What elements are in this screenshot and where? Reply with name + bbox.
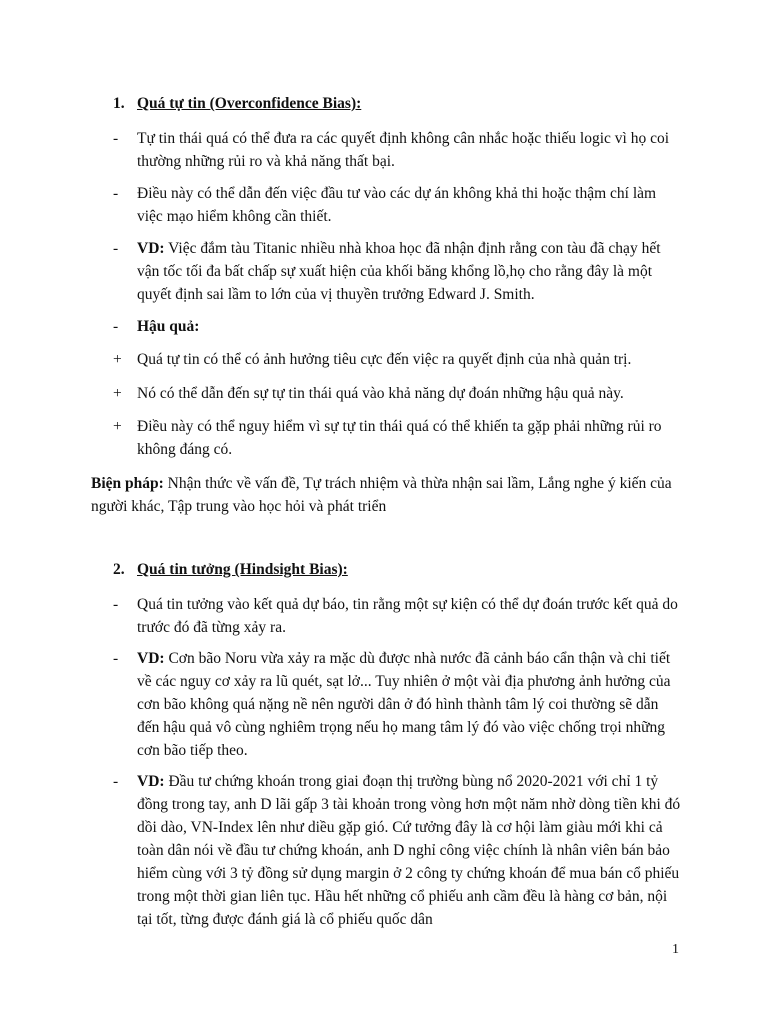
section-1-bullet-1 [113,127,683,173]
example-label: VD: [137,650,165,667]
page-number: 1 [672,942,679,957]
consequence-item-3 [113,415,683,461]
plus-marker: + [113,418,122,435]
bullet-text: Điều này có thể dẫn đến việc đầu tư vào các dự án không khả thi hoặc thậm chí làm việc mạo hiểm không cần thiết. [137,185,657,225]
example-text: Việc đắm tàu Titanic nhiều nhà khoa học đã nhận định rằng con tàu đã chạy hết vận tốc tối đa bất chấp sự xuất hiện của khối băng khổng lồ,họ cho rằng đây là một quyết định sai lầm to lớn của vị thuyền trưởng Edward J. Smith. [137,240,661,303]
bullet-marker: - [113,650,119,667]
section-2-number: 2. [113,561,125,578]
example-label: VD: [137,240,165,257]
section-2-heading [113,561,348,579]
consequence-item-2 [113,382,683,405]
section-1-heading [113,95,361,113]
consequences-label: Hậu quả: [137,318,200,335]
section-2-bullet-3 [113,770,683,931]
bullet-text [137,770,683,931]
section-1-number: 1. [113,95,125,112]
bullet-text [137,237,683,306]
bullet-marker: - [113,596,119,613]
section-1-bullet-3 [113,237,683,306]
consequence-text: Điều này có thể nguy hiểm vì sự tự tin thái quá có thể khiến ta gặp phải những rủi ro không đáng có. [137,418,662,458]
bullet-marker: - [113,318,119,335]
bullet-text: Quá tin tưởng vào kết quả dự báo, tin rằng một sự kiện có thể dự đoán trước kết quả do trước đó đã từng xảy ra. [137,596,678,636]
section-2-bullet-2 [113,647,683,762]
plus-marker: + [113,385,122,402]
bullet-text: Tự tin thái quá có thể đưa ra các quyết định không cân nhắc hoặc thiếu logic vì họ coi thường những rủi ro và khả năng thất bại. [137,130,670,170]
section-1-consequences-heading [113,315,683,338]
bullet-marker: - [113,773,119,790]
measures-paragraph [91,472,685,518]
consequence-item-1 [113,348,683,371]
consequence-text: Nó có thể dẫn đến sự tự tin thái quá vào khả năng dự đoán những hậu quả này. [137,385,624,402]
measures-text: Nhận thức về vấn đề, Tự trách nhiệm và thừa nhận sai lầm, Lắng nghe ý kiến của người khác, Tập trung vào học hỏi và phát triển [91,475,672,515]
section-2-bullet-1 [113,593,683,639]
plus-marker: + [113,351,122,368]
section-2-title: Quá tin tưởng (Hindsight Bias): [137,561,348,578]
example-label: VD: [137,773,165,790]
bullet-marker: - [113,240,119,257]
bullet-marker: - [113,130,119,147]
example-text: Đầu tư chứng khoán trong giai đoạn thị trường bùng nổ 2020-2021 với chỉ 1 tỷ đồng trong tay, anh D lãi gấp 3 tài khoản trong vòng hơn một năm nhờ dòng tiền khi đó dồi dào, VN-Index lên như diều gặp gió. Cứ tưởng đây là cơ hội làm giàu mới khi cả toàn dân nói về đầu tư chứng khoán, anh D nghỉ công việc chính là nhân viên bán bảo hiểm cùng với 3 tỷ đồng sử dụng margin ở 2 công ty chứng khoán để mua bán cổ phiếu trong một thời gian liên tục. Hầu hết những cổ phiếu anh cầm đều là hàng cơ bản, nội tại tốt, từng được đánh giá là cổ phiếu quốc dân [137,773,681,928]
section-1-bullet-2 [113,182,683,228]
consequence-text: Quá tự tin có thể có ảnh hưởng tiêu cực đến việc ra quyết định của nhà quản trị. [137,351,632,368]
section-1-title: Quá tự tin (Overconfidence Bias): [137,95,362,112]
bullet-text [137,647,683,762]
bullet-marker: - [113,185,119,202]
example-text: Cơn bão Noru vừa xảy ra mặc dù được nhà nước đã cảnh báo cẩn thận và chi tiết về các nguy cơ xảy ra lũ quét, sạt lở... Tuy nhiên ở một vài địa phương ảnh hưởng của cơn bão không quá nặng nề nên người dân ở đó hình thành tâm lý coi thường sẽ dẫn đến hậu quả vô cùng nghiêm trọng nếu họ mang tâm lý đó vào việc chống trọi những cơn bão tiếp theo. [137,650,671,759]
measures-label: Biện pháp: [91,475,164,492]
